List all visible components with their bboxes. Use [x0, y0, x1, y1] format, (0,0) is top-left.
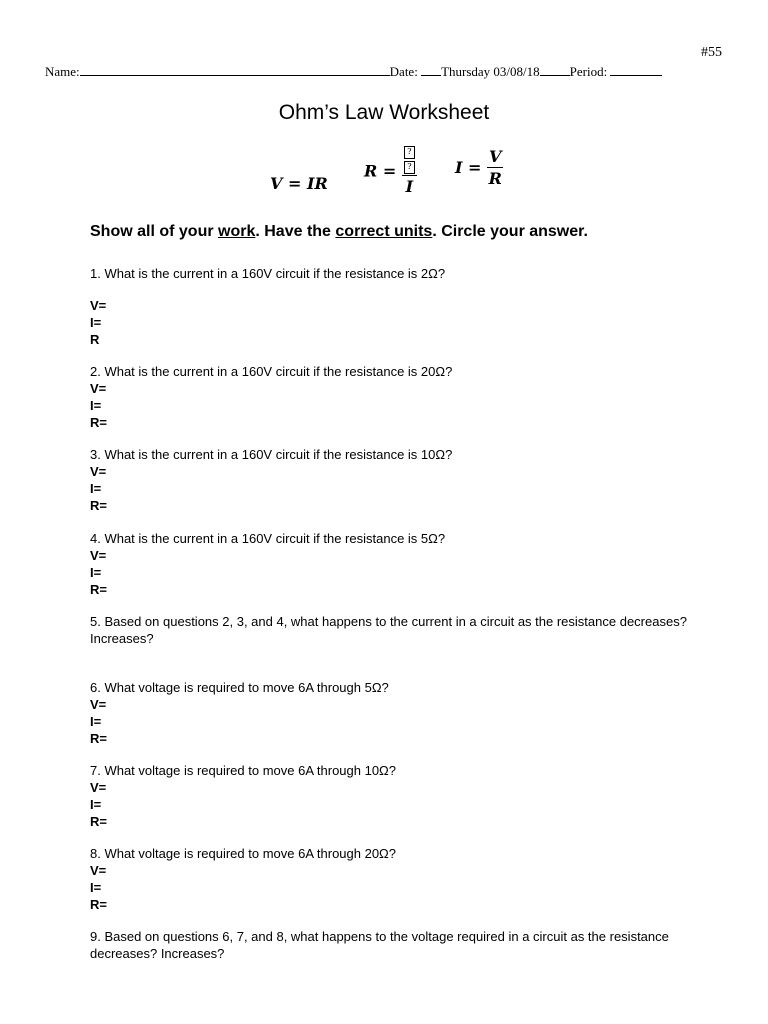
voltage-label: V= [90, 381, 107, 396]
formula-i-fraction [487, 147, 503, 188]
instructions-text-2: . Have the [255, 223, 336, 240]
current-label: I= [90, 880, 102, 895]
formula-i-equals [455, 147, 503, 188]
formula-r-label: R = [364, 161, 397, 181]
question-text: 1. What is the current in a 160V circuit if the resistance is 2Ω? [90, 266, 446, 281]
instructions-correct-units: correct units [335, 223, 433, 240]
header-fields [45, 63, 662, 80]
worksheet-title: Ohm’s Law Worksheet [278, 101, 490, 124]
name-label: Name: [45, 64, 80, 79]
name-blank[interactable] [80, 63, 390, 76]
formula-i-label: I = [455, 158, 482, 177]
current-label: I= [90, 398, 102, 413]
question-1 [90, 265, 690, 348]
voltage-label: V= [90, 697, 107, 712]
resistance-label: R= [90, 897, 107, 912]
question-9 [90, 928, 680, 962]
resistance-label: R= [90, 415, 107, 430]
voltage-label: V= [90, 464, 107, 479]
question-text: 7. What voltage is required to move 6A through 10Ω? [90, 763, 397, 778]
voltage-label: V= [90, 298, 107, 313]
date-value: Thursday 03/08/18 [441, 64, 540, 79]
missing-glyph-icon: ? [404, 161, 415, 174]
question-text: 4. What is the current in a 160V circuit if the resistance is 5Ω? [90, 531, 446, 546]
resistance-label: R= [90, 731, 107, 746]
question-2 [90, 363, 690, 431]
question-text: 3. What is the current in a 160V circuit if the resistance is 10Ω? [90, 447, 453, 462]
question-4 [90, 530, 690, 598]
formula-i-numerator: V [489, 147, 502, 166]
resistance-label: R= [90, 582, 107, 597]
formula-r-equals [364, 146, 417, 196]
question-8 [90, 845, 690, 913]
current-label: I= [90, 565, 102, 580]
document-number: #55 [701, 45, 722, 60]
voltage-label: V= [90, 863, 107, 878]
period-blank[interactable] [610, 63, 662, 76]
period-label: Period: [569, 64, 611, 79]
question-text: 6. What voltage is required to move 6A through 5Ω? [90, 680, 389, 695]
missing-glyph-icon: ? [404, 146, 415, 159]
formula-v-equals-ir: V = IR [270, 174, 328, 193]
current-label: I= [90, 481, 102, 496]
question-5 [90, 613, 690, 647]
resistance-label: R [90, 332, 100, 347]
formula-i-denominator: R [488, 169, 502, 188]
instructions-work: work [218, 223, 256, 240]
question-text: 5. Based on questions 2, 3, and 4, what happens to the current in a circuit as the resistance decreases? Increases? [90, 614, 687, 646]
current-label: I= [90, 797, 102, 812]
question-text: 8. What voltage is required to move 6A through 20Ω? [90, 846, 397, 861]
formula-r-numerator [402, 146, 417, 176]
voltage-label: V= [90, 548, 107, 563]
question-3 [90, 446, 690, 514]
question-6 [90, 679, 690, 747]
instructions-text-3: . Circle your answer. [432, 223, 588, 240]
question-text: 9. Based on questions 6, 7, and 8, what happens to the voltage required in a circuit as the resistance decreases? Increases? [90, 929, 669, 961]
resistance-label: R= [90, 814, 107, 829]
date-blank-right [540, 63, 570, 76]
resistance-label: R= [90, 498, 107, 513]
instructions-text-1: Show all of your [90, 223, 219, 240]
date-blank-left [421, 63, 441, 76]
current-label: I= [90, 315, 102, 330]
question-7 [90, 762, 690, 830]
instructions [90, 223, 588, 241]
date-label: Date: [389, 64, 422, 79]
current-label: I= [90, 714, 102, 729]
formula-r-fraction [402, 146, 417, 196]
question-text: 2. What is the current in a 160V circuit if the resistance is 20Ω? [90, 364, 453, 379]
formula-r-denominator: I [405, 177, 414, 196]
voltage-label: V= [90, 780, 107, 795]
